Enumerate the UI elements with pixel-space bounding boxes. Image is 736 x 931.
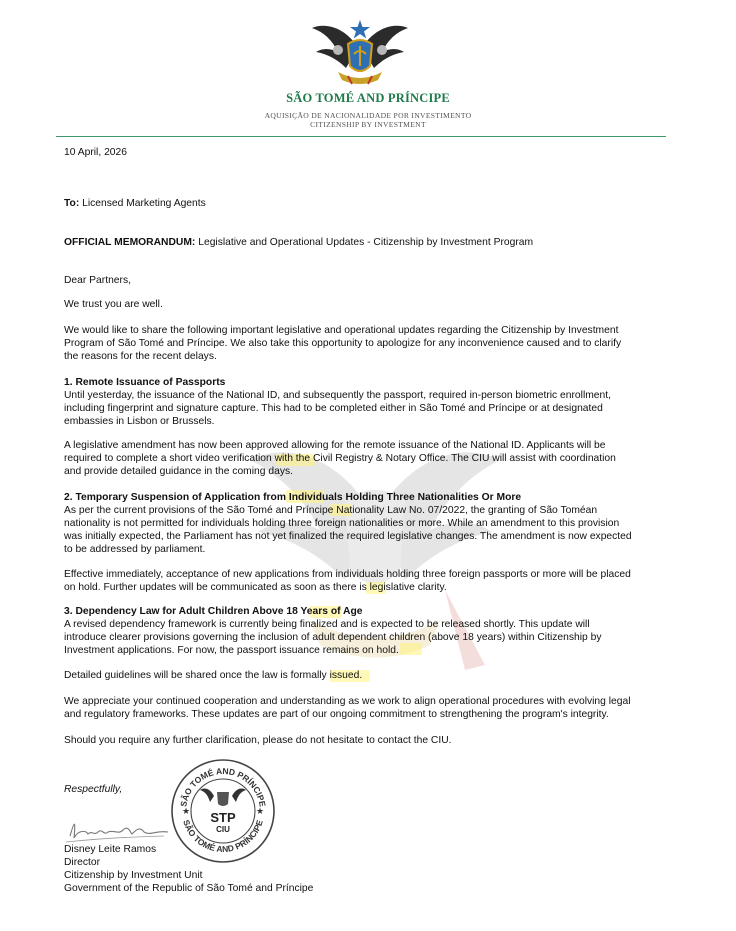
header-divider (56, 136, 666, 137)
signatory-government: Government of the Republic of São Tomé and Príncipe (64, 883, 314, 894)
coat-of-arms-icon (308, 14, 412, 86)
paragraph-line: required to complete a short video verification with the Civil Registry & Notary Office. The CIU will assist with coordination (64, 453, 616, 464)
paragraph-line: Effective immediately, acceptance of new applications from individuals holding three foreign passports or more will be placed (64, 569, 631, 580)
stamp-ring-text: SÃO TOMÉ AND PRÍNCIPE (178, 765, 268, 808)
section-heading: 2. Temporary Suspension of Application from Individuals Holding Three Nationalities Or More (64, 492, 522, 503)
intro-paragraph (64, 324, 676, 363)
paragraph-line: introduce clearer provisions governing the inclusion of adult dependent children (above 18 years) within Citizenship by (64, 632, 602, 643)
section-paragraph (64, 439, 676, 478)
country-name: SÃO TOMÉ AND PRÍNCIPE (286, 91, 450, 105)
paragraph-line: Should you require any further clarification, please do not hesitate to contact the CIU. (64, 735, 452, 746)
paragraph-line: Detailed guidelines will be shared once the law is formally issued. (64, 670, 363, 681)
paragraph-line: including fingerprint and signature capture. This had to be completed either in São Tomé and Príncipe or at designated (64, 403, 603, 414)
paragraph-line: A revised dependency framework is currently being finalized and is expected to be released shortly. This update will (64, 619, 590, 630)
subject-line (64, 236, 676, 249)
signatory-block (64, 843, 676, 895)
stamp-ring-text-bottom: SÃO TOMÉ AND PRÍNCIPE (181, 818, 265, 855)
signoff: Respectfully, (64, 784, 123, 795)
signatory-title: Director (64, 857, 101, 868)
signatory-unit: Citizenship by Investment Unit (64, 870, 203, 881)
stamp-center-text: STP (210, 810, 236, 825)
paragraph-line: A legislative amendment has now been approved allowing for the remote issuance of the National ID. Applicants will be (64, 440, 606, 451)
paragraph-line: embassies in Lisbon or Brussels. (64, 416, 215, 427)
paragraph-line: nationality is not permitted for individuals holding three foreign nationalities or more. While an amendment to this provision (64, 518, 620, 529)
section-heading: 1. Remote Issuance of Passports (64, 377, 226, 388)
stamp-sub-text: CIU (216, 825, 230, 834)
section-paragraph (64, 669, 676, 682)
svg-text:★: ★ (182, 806, 191, 816)
section-paragraph (64, 389, 676, 428)
section-paragraph (64, 618, 676, 657)
section-paragraph (64, 568, 676, 594)
agency-name: AQUISIÇÃO DE NACIONALIDADE POR INVESTIMENTO (264, 111, 472, 120)
svg-text:★: ★ (256, 806, 265, 816)
closing-paragraph (64, 734, 676, 747)
paragraph-line: As per the current provisions of the São Tomé and Príncipe Nationality Law No. 07/2022, the granting of São Toméan (64, 505, 598, 516)
intro-line: the reasons for the recent delays. (64, 351, 217, 362)
paragraph-line: Until yesterday, the issuance of the National ID, and subsequently the passport, required in-person biometric enrollment, (64, 390, 611, 401)
paragraph-line: on hold. Further updates will be communicated as soon as there is legislative clarity. (64, 582, 447, 593)
subject-value: Legislative and Operational Updates - Citizenship by Investment Program (198, 237, 534, 248)
section-paragraph (64, 504, 676, 556)
program-name: CITIZENSHIP BY INVESTMENT (310, 120, 426, 129)
recipient-line (64, 197, 676, 210)
section-heading: 3. Dependency Law for Adult Children Above 18 Years of Age (64, 606, 363, 617)
closing-paragraph (64, 695, 676, 721)
paragraph-line: We appreciate your continued cooperation and understanding as we work to align operational procedures with evolving legal (64, 696, 631, 707)
memo-date: 10 April, 2026 (64, 147, 127, 158)
recipient-label: To: (64, 198, 80, 209)
paragraph-line: and regulatory frameworks. These updates are part of our ongoing commitment to strengthening the program's integrity. (64, 709, 609, 720)
greeting: We trust you are well. (64, 299, 163, 310)
paragraph-line: was initially expected, the Parliament has not yet finalized the required legislative changes. The amendment is now expected (64, 531, 632, 542)
salutation: Dear Partners, (64, 275, 131, 286)
paragraph-line: to be addressed by parliament. (64, 544, 206, 555)
signatory-name: Disney Leite Ramos (64, 844, 157, 855)
intro-line: We would like to share the following important legislative and operational updates regarding the Citizenship by Investment (64, 325, 619, 336)
subject-label: OFFICIAL MEMORANDUM: (64, 237, 196, 248)
recipient-value: Licensed Marketing Agents (82, 198, 206, 209)
handwritten-signature (64, 812, 174, 846)
paragraph-line: and provide detailed guidance in the coming days. (64, 466, 293, 477)
intro-line: Program of São Tomé and Príncipe. We also take this opportunity to apologize for any inconvenience caused and to clarify (64, 338, 622, 349)
paragraph-line: Investment applications. For now, the passport issuance remains on hold. (64, 645, 399, 656)
